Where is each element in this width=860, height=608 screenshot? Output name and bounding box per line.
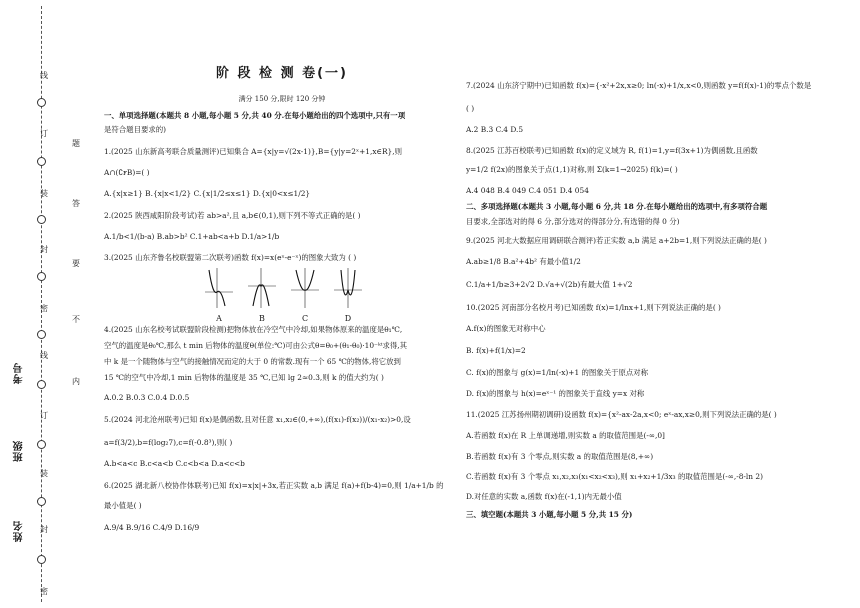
text-line: a=f(3/2),b=f(log₂7),c=f(-0.8³),则( ) bbox=[104, 438, 233, 447]
graph-option-d bbox=[334, 268, 362, 308]
section-heading: 三、填空题(本题共 3 小题,每小题 5 分,共 15 分) bbox=[466, 510, 633, 519]
question-line: 8.(2025 江苏百校联考)已知函数 f(x)的定义域为 R, f(1)=1,y=f(3x+1)为偶函数,且函数 bbox=[466, 146, 758, 155]
text-line: 15 ℃的空气中冷却,1 min 后物体的温度是 35 ℃,已知 lg 2≈0.3,则 k 的值大约为( ) bbox=[104, 373, 384, 382]
strip-label: 答 bbox=[72, 199, 80, 208]
hole-circle bbox=[37, 497, 46, 506]
options-line: A.2 B.3 C.4 D.5 bbox=[466, 125, 524, 134]
text-line: 中 k 是一个随物体与空气的接触情况而定的大于 0 的常数.现有一个 65 ℃的物体,将它放到 bbox=[104, 357, 401, 366]
option-line: D. f(x)的图象与 h(x)=eˣ⁻¹ 的图象关于直线 y=x 对称 bbox=[466, 389, 645, 398]
option-line: C.若函数 f(x)有 3 个零点 x₁,x₂,x₃(x₁<x₂<x₃),则 x₁+x₂+1/3x₃ 的取值范围是(-∞,-8-ln 2) bbox=[466, 472, 763, 481]
graph-label: A bbox=[216, 314, 222, 323]
hole-circle bbox=[37, 157, 46, 166]
question-line: 11.(2025 江苏扬州期初调研)设函数 f(x)={x²-ax-2a,x<0; eˣ-ax,x≥0,则下列说法正确的是( ) bbox=[466, 410, 777, 419]
text-line: 是符合题目要求的) bbox=[104, 125, 167, 134]
strip-char: 订 bbox=[40, 411, 48, 420]
question-line: 9.(2025 河北大数据应用调研联合测评)若正实数 a,b 满足 a+2b=1,则下列说法正确的是( ) bbox=[466, 236, 767, 245]
option-line: C. f(x)的图象与 g(x)=1/ln(-x)+1 的图象关于原点对称 bbox=[466, 368, 649, 377]
strip-label: 内 bbox=[72, 377, 80, 386]
question-line: 1.(2025 山东新高考联合质量测评)已知集合 A={x|y=√(2x-1)},B={y|y=2ˣ+1,x∈R},则 bbox=[104, 147, 402, 156]
strip-char: 封 bbox=[40, 245, 48, 254]
text-line: 空气的温度是θ₀℃,那么 t min 后物体的温度θ(单位:℃)可由公式θ=θ₀+(θ₁-θ₀)·10⁻ᵏᵗ求得,其 bbox=[104, 341, 407, 350]
strip-char: 装 bbox=[40, 189, 48, 198]
text-line: 目要求,全部选对的得 6 分,部分选对的得部分分,有选错的得 0 分) bbox=[466, 217, 680, 226]
options-line: A.4 048 B.4 049 C.4 051 D.4 054 bbox=[466, 186, 589, 195]
option-line: B.若函数 f(x)有 3 个零点,则实数 a 的取值范围是(8,+∞) bbox=[466, 452, 654, 461]
question-line: 3.(2025 山东齐鲁名校联盟第二次联考)函数 f(x)=x(eˣ-e⁻ˣ)的图象大致为 ( ) bbox=[104, 253, 357, 262]
hole-circle bbox=[37, 98, 46, 107]
strip-label: 不 bbox=[72, 315, 80, 324]
strip-label: 题 bbox=[72, 139, 80, 148]
hole-circle bbox=[37, 555, 46, 564]
graph-label: D bbox=[344, 314, 352, 323]
section-heading: 二、多项选择题(本题共 3 小题,每小题 6 分,共 18 分.在每小题给出的选项中,有多项符合题 bbox=[466, 202, 768, 211]
options-line: A.ab≥1/8 B.a²+4b² 有最小值1/2 bbox=[466, 257, 581, 266]
option-line: A.若函数 f(x)在 R 上单调递增,则实数 a 的取值范围是(-∞,0] bbox=[466, 431, 665, 440]
question-line: 5.(2024 河北沧州联考)已知 f(x)是偶函数,且对任意 x₁,x₂∈(0,+∞),(f(x₁)-f(x₂))/(x₁-x₂)>0,设 bbox=[104, 415, 411, 424]
binding-strip bbox=[0, 0, 96, 608]
text-line: A∩(∁ꜰB)=( ) bbox=[104, 168, 150, 177]
strip-label: 要 bbox=[72, 259, 80, 268]
question-line: 10.(2025 河南部分名校月考)已知函数 f(x)=1/lnx+1,则下列说法正确的是( ) bbox=[466, 303, 721, 312]
strip-char: 密 bbox=[40, 587, 48, 596]
option-line: B. f(x)+f(1/x)=2 bbox=[466, 346, 526, 355]
graph-option-c bbox=[291, 268, 319, 308]
options-line: A.{x|x≥1} B.{x|x<1/2} C.{x|1/2≤x≤1} D.{x|0<x≤1/2} bbox=[104, 189, 311, 198]
options-line: A.9/4 B.9/16 C.4/9 D.16/9 bbox=[104, 523, 200, 532]
strip-char: 订 bbox=[40, 129, 48, 138]
strip-char: 线 bbox=[40, 71, 48, 80]
question-line: 4.(2025 山东名校考试联盟阶段检测)把物体放在冷空气中冷却,如果物体原来的温度是θ₁℃, bbox=[104, 325, 403, 334]
question-line: 7.(2024 山东济宁期中)已知函数 f(x)={-x²+2x,x≥0; ln(-x)+1/x,x<0,则函数 y=f(f(x)-1)的零点个数是 bbox=[466, 81, 812, 90]
options-line: C.1/a+1/b≥3+2√2 D.√a+√(2b)有最大值 1+√2 bbox=[466, 280, 633, 289]
page-title: 阶 段 检 测 卷(一) bbox=[216, 66, 348, 81]
strip-char: 封 bbox=[40, 525, 48, 534]
hole-circle bbox=[37, 440, 46, 449]
name-label: 姓名 bbox=[14, 520, 25, 542]
question-line: 2.(2025 陕西咸阳阶段考试)若 ab>a²,且 a,b∈(0,1),则下列不等式正确的是( ) bbox=[104, 211, 361, 220]
page-subtitle: 满分 150 分,限时 120 分钟 bbox=[238, 95, 326, 103]
hole-circle bbox=[37, 330, 46, 339]
text-line: 最小值是( ) bbox=[104, 501, 142, 510]
hole-circle bbox=[37, 380, 46, 389]
section-heading: 一、单项选择题(本题共 8 小题,每小题 5 分,共 40 分.在每小题给出的四个选项中,只有一项 bbox=[104, 111, 406, 120]
graph-label: B bbox=[259, 314, 265, 323]
strip-char: 装 bbox=[40, 469, 48, 478]
hole-circle bbox=[37, 215, 46, 224]
graph-option-b bbox=[248, 268, 276, 308]
option-line: D.对任意的实数 a,函数 f(x)在(-1,1)内无最小值 bbox=[466, 492, 622, 501]
options-line: A.0.2 B.0.3 C.0.4 D.0.5 bbox=[104, 393, 190, 402]
hole-circle bbox=[37, 272, 46, 281]
exam-number-label: 考号 bbox=[14, 362, 25, 384]
strip-char: 密 bbox=[40, 304, 48, 313]
question-line: 6.(2025 湖北新八校协作体联考)已知 f(x)=x|x|+3x,若正实数 a,b 满足 f(a)+f(b-4)=0,则 1/a+1/b 的 bbox=[104, 481, 444, 490]
options-line: A.b<a<c B.c<a<b C.c<b<a D.a<c<b bbox=[104, 459, 245, 468]
option-line: A.f(x)的图象无对称中心 bbox=[466, 324, 546, 333]
text-line: y=1/2 f(2x)的图象关于点(1,1)对称,则 Σ(k=1→2025) f(k)=( ) bbox=[466, 165, 678, 174]
graph-option-a bbox=[205, 268, 233, 308]
text-line: ( ) bbox=[466, 104, 475, 113]
options-line: A.1/b<1/(b-a) B.ab>b² C.1+ab<a+b D.1/a>1/b bbox=[104, 232, 280, 241]
strip-char: 线 bbox=[40, 351, 48, 360]
class-label: 班级 bbox=[14, 440, 25, 462]
graph-label: C bbox=[301, 314, 309, 323]
